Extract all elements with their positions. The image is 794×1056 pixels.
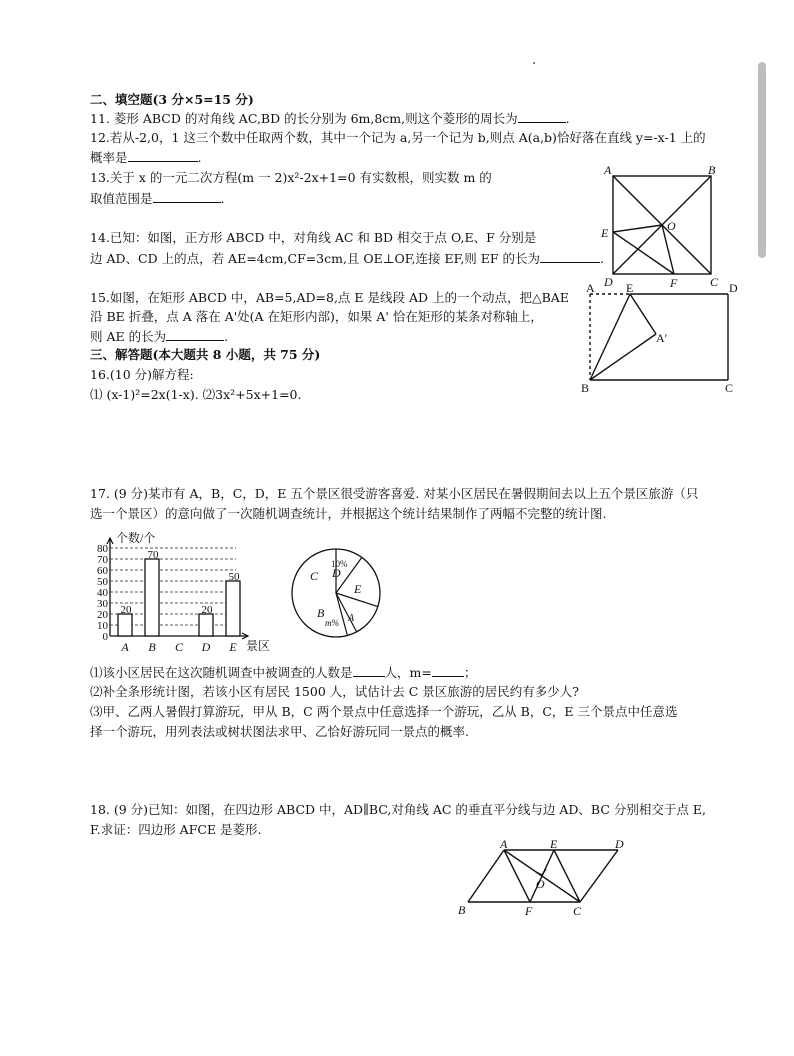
label-o: O [667,219,676,233]
label-a: A [500,837,508,851]
pie-label-a: A [348,613,355,624]
bar-value-label: 20 [201,604,213,616]
section-title: 二、填空题(3 分×5=15 分) [90,92,254,107]
question-18-line1: 18. (9 分)已知：如图，在四边形 ABCD 中，AD∥BC,对角线 AC 的垂直平分线与边 AD、BC 分别相交于点 E, [90,802,706,817]
label-d: D [615,837,624,851]
y-tick-label: 60 [97,565,108,577]
y-tick-label: 50 [97,576,108,588]
scan-speck [533,62,535,64]
scrollbar[interactable] [758,62,766,258]
label-e: E [550,837,558,851]
label-d: D [729,281,738,295]
label-d: D [604,275,613,289]
x-axis-label: 景区 [246,639,271,653]
bar-value-label: 50 [228,571,240,583]
bar-B [145,559,159,636]
y-tick-label: 20 [97,609,108,621]
x-tick-label: D [201,640,211,654]
question-15-line1: 15.如图，在矩形 ABCD 中，AB=5,AD=8,点 E 是线段 AD 上的一个动点，把△BAE [90,290,569,305]
question-12-line2: 概率是 . [90,150,202,165]
label-e: E [601,226,609,240]
y-tick-label: 0 [102,631,108,643]
label-c: C [710,275,719,289]
question-17-sub2: ⑵补全条形统计图，若该小区有居民 1500 人，试估计去 C 景区旅游的居民约有多少人? [90,684,579,699]
question-17-sub1: ⑴该小区居民在这次随机调查中被调查的人数是 人，m= ； [90,665,477,680]
pie-label-b: B [317,606,325,620]
figure-quadrilateral-abcd [454,838,634,918]
question-14-line2: 边 AD、CD 上的点，若 AE=4cm,CF=3cm,且 OE⊥OF,连接 EF,则 EF 的长为 . [90,251,605,266]
label-f: F [525,904,533,918]
question-17-sub3-line1: ⑶甲、乙两人暑假打算游玩，甲从 B，C 两个景点中任意选择一个游玩，乙从 B，C，E 三个景点中任意选 [90,704,678,719]
bar-value-label: 20 [120,604,132,616]
question-15-line2: 沿 BE 折叠，点 A 落在 A'处(A 在矩形内部)，如果 A' 恰在矩形的某条对称轴上， [90,309,543,324]
question-15-line3: 则 AE 的长为 . [90,329,229,344]
question-17-sub3-line2: 择一个游玩，用列表法或树状图法求甲、乙恰好游玩同一景点的概率. [90,724,469,739]
label-b: B [458,903,466,917]
section-title: 三、解答题(本大题共 8 小题，共 75 分) [90,347,321,362]
pie-label-b-percent: m% [325,618,339,628]
bar-chart [84,528,284,656]
bar-A [118,614,132,636]
label-a-prime: A′ [656,331,668,345]
label-c: C [725,381,734,395]
question-13-line1: 13.关于 x 的一元二次方程(m 一 2)x²-2x+1=0 有实数根，则实数 m 的 [90,170,492,185]
question-12-line1: 12.若从-2,0，1 这三个数中任取两个数，其中一个记为 a,另一个记为 b,则点 A(a,b)恰好落在直线 y=-x-1 上的 [90,130,706,145]
label-a: A [604,163,612,177]
label-e: E [626,281,634,295]
label-b: B [708,163,716,177]
figure-rectangle-fold [578,282,748,402]
question-16-line2: ⑴ (x-1)²=2x(1-x). ⑵3x²+5x+1=0. [90,387,302,402]
x-tick-label: E [229,640,237,654]
y-tick-label: 70 [97,554,108,566]
question-11: 11. 菱形 ABCD 的对角线 AC,BD 的长分别为 6m,8cm,则这个菱形的周长为 . [90,111,570,126]
label-f: F [670,276,678,290]
x-tick-label: C [174,640,184,654]
figure-square-abcd [598,164,728,294]
pie-label-c: C [310,569,319,583]
label-b: B [581,381,590,395]
label-o: O [536,877,545,891]
pie-chart [290,547,382,639]
label-c: C [573,904,582,918]
y-axis-label: 个数/个 [116,531,156,545]
y-tick-label: 40 [97,587,108,599]
bar-E [226,581,240,636]
question-18-line2: F.求证：四边形 AFCE 是菱形. [90,822,262,837]
question-14-line1: 14.已知：如图，正方形 ABCD 中，对角线 AC 和 BD 相交于点 O,E、F 分别是 [90,230,537,245]
x-tick-label: B [148,640,156,654]
y-tick-label: 30 [97,598,108,610]
x-tick-label: A [121,640,129,654]
question-17-line1: 17. (9 分)某市有 A，B，C，D，E 五个景区很受游客喜爱. 对某小区居民在暑假期间去以上五个景区旅游（只 [90,486,699,501]
pie-label-d-percent: 10% [331,559,348,569]
pie-label-e: E [354,582,362,596]
bar-D [199,614,213,636]
y-tick-label: 80 [97,543,108,555]
y-tick-label: 10 [97,620,108,632]
question-13-line2: 取值范围是 . [90,191,225,206]
question-17-line2: 选一个景区）的意向做了一次随机调查统计，并根据这个统计结果制作了两幅不完整的统计图. [90,506,607,521]
pie-label-d: D [332,566,341,580]
label-a: A [586,281,595,295]
question-16-line1: 16.(10 分)解方程: [90,367,194,382]
bar-value-label: 70 [147,549,159,561]
